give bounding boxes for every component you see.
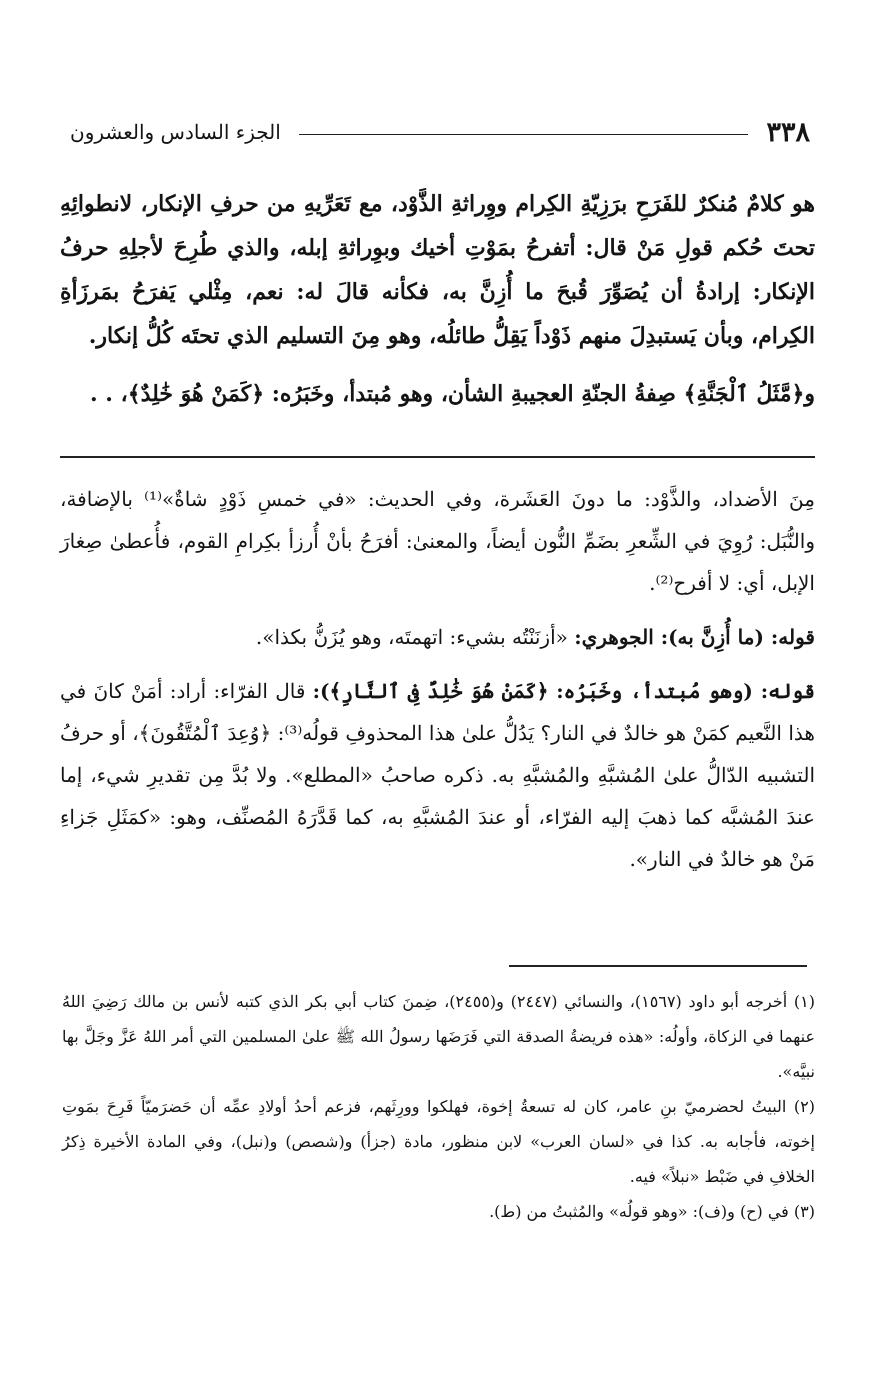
commentary-paragraph xyxy=(60,478,815,604)
commentary xyxy=(60,478,815,892)
footnote-3: (٣) في (ح) و(ف): «وهو قولُه» والمُثبتُ من (ط). xyxy=(489,1202,815,1221)
footnote-1: (١) أخرجه أبو داود (١٥٦٧)، والنسائي (٢٤٤٧) و(٢٤٥٥)، ضِمنَ كتاب أبي بكر الذي كتبه لأنس بن مالك رَضِيَ اللهُ عنهما في الزكاة، وأولُه: «هذه فريضةُ الصدقة التي فَرَضَها رسولُ الله ﷺ علىٰ المسلمين التي أمر اللهُ عَزَّ وجَلَّ بها نبيَّه». xyxy=(62,992,816,1081)
main-divider xyxy=(60,456,815,458)
footnotes xyxy=(62,984,815,1229)
page-header xyxy=(70,112,810,152)
main-last-line: و﴿مَّثَلُ ٱلْجَنَّةِ﴾ صِفةُ الجنّةِ العجيبةِ الشأن، وهو مُبتدأ، وخَبَرُه: ﴿كَمَنْ هُوَ خَٰلِدٌ﴾، . . xyxy=(89,381,815,407)
commentary-paragraph xyxy=(60,616,815,658)
commentary-lead: قوله: (ما أُزِنَّ به): الجوهري: xyxy=(574,625,815,649)
commentary-text: قال الفرّاء: أراد: أمَنْ كانَ في هذا النَّعيم كمَنْ هو خالدٌ في النار؟ يَدُلُّ علىٰ هذا المحذوفِ قولُه⁽³⁾: ﴿وُعِدَ ٱلْمُتَّقُونَ﴾، أو حرفُ التشبيه الدّالُّ علىٰ المُشبَّهِ والمُشبَّهِ به. ذكره صاحبُ «المطلع». ولا بُدَّ مِن تقديرِ شيء، إما عندَ المُشبَّه كما ذهبَ إليه الفرّاء، أو عندَ المُشبَّهِ به، كما قَدَّرَهُ المُصنِّف، وهو: «كمَثَلِ جَزاءِ مَنْ هو خالدٌ في النار». xyxy=(60,679,815,871)
commentary-text: مِنَ الأضداد، والذَّوْد: ما دونَ العَشَرة، وفي الحديث: «في خمسِ ذَوْدٍ شاةٌ»⁽¹⁾ بالإضافة، والنُّبَل: رُوِيَ في الشِّعرِ بضَمِّ النُّون أيضاً، والمعنىٰ: أفرَحُ بأنْ أُرزأ بكِرامِ القوم، فأُعطىٰ صِغارَ الإبل، أي: لا أفرح⁽²⁾. xyxy=(60,487,815,595)
commentary-text: «أزنَنْتُه بشيء: اتهمتَه، وهو يُزَنُّ بكذا». xyxy=(255,625,575,649)
commentary-paragraph xyxy=(60,670,815,880)
running-title: الجزء السادس والعشرون xyxy=(70,120,281,144)
main-text xyxy=(60,182,815,416)
footnote-2: (٢) البيتُ لحضرميّ بنِ عامر، كان له تسعةُ إخوة، فهلكوا وورِثَهم، فزعم أحدُ أولادِ عمِّه أن حَضرَميّاً فَرِحَ بمَوتِ إخوته، فأجابه به. كذا في «لسان العرب» لابن منظور، مادة (جزأ) و(شصص) و(نبل)، وفي المادة الأخيرة ذِكرُ الخلافِ في ضَبْط «نبلاً» فيه. xyxy=(62,1097,815,1186)
header-rule xyxy=(299,134,749,135)
main-paragraph: هو كلامٌ مُنكرٌ للفَرَحِ برَزِيّةِ الكِرام ووِراثةِ الذَّوْد، مع تَعَرِّيهِ من حرفِ الإنكار، لانطوائِهِ تحتَ حُكم قولِ مَنْ قال: أتفرحُ بمَوْتِ أخيك وبوِراثةِ إبله، والذي طُرِحَ لأجلِهِ حرفُ الإنكار: إرادةُ أن يُصَوِّرَ قُبحَ ما أُزِنَّ به، فكأنه قالَ له: نعم، مِثْلي يَفرَحُ بمَرزَأةِ الكِرام، وبأن يَستبدِلَ منهم ذَوْداً يَقِلُّ طائلُه، وهو مِنَ التسليم الذي تحتَه كُلُّ إنكار. xyxy=(60,191,815,349)
footnote-divider xyxy=(509,965,807,967)
commentary-lead: قوله: (وهو مُبتدأ، وخَبَرُه: ﴿كَمَنْ هُوَ خَٰلِدٌ فِى ٱلنَّارِ﴾): xyxy=(312,679,815,703)
page-number: ٣٣٨ xyxy=(766,116,810,148)
